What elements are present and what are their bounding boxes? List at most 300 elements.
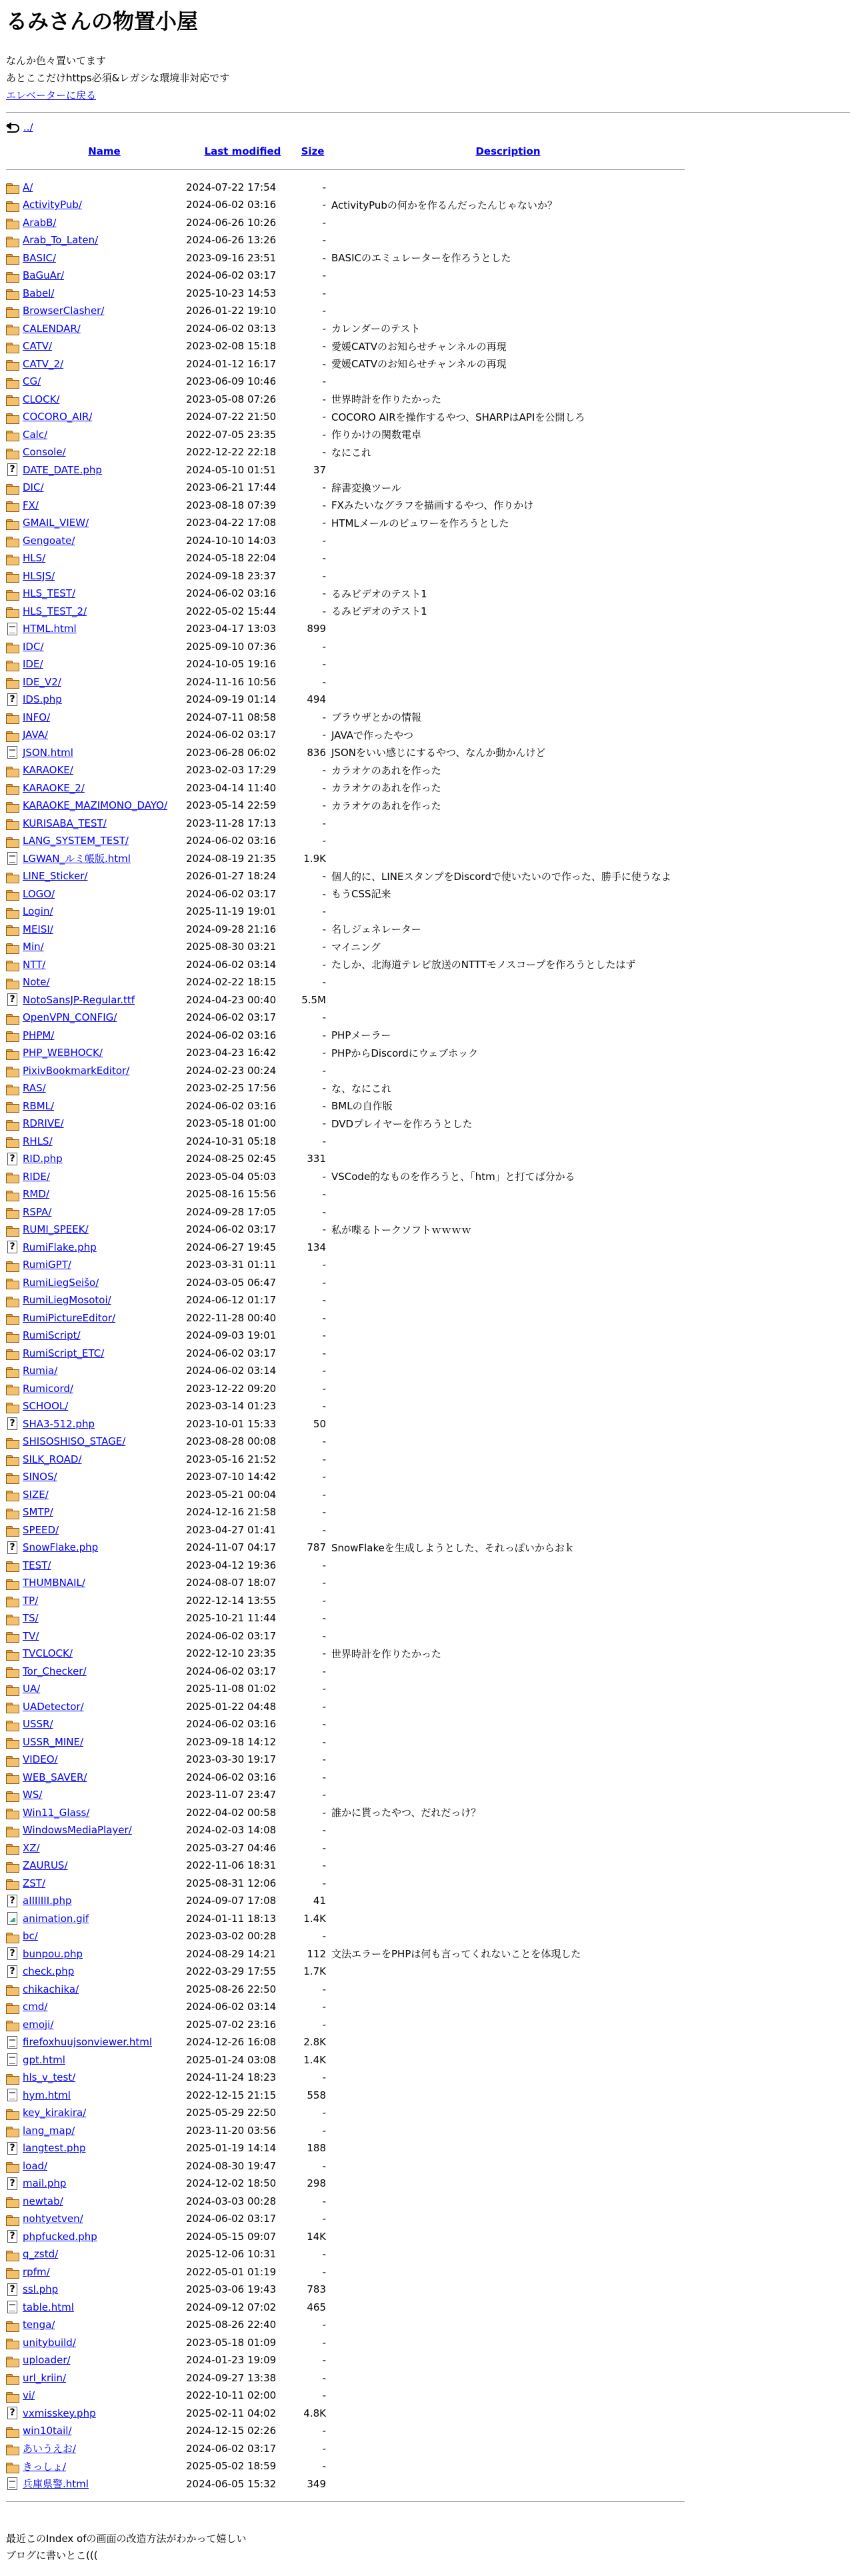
modified-date: 2024-08-30 19:47: [186, 2159, 277, 2172]
file-description: [329, 1503, 685, 1521]
file-description: [329, 1998, 685, 2016]
file-description: [329, 2369, 685, 2387]
folder-icon: [6, 2251, 19, 2261]
table-row: [6, 1309, 685, 1327]
file-link[interactable]: BrowserClasher/: [23, 305, 105, 317]
table-row: [6, 267, 685, 285]
file-link[interactable]: TS/: [23, 1612, 39, 1625]
text-document-icon: [7, 2301, 17, 2313]
folder-icon: [6, 343, 19, 353]
modified-date: 2023-02-08 15:18: [186, 340, 277, 353]
file-size: -: [322, 1718, 326, 1731]
file-link[interactable]: SnowFlake.php: [23, 1541, 99, 1554]
folder-icon: [6, 943, 19, 953]
table-row: [6, 832, 685, 850]
file-link[interactable]: THUMBNAIL/: [23, 1577, 85, 1589]
file-link[interactable]: MEISI/: [23, 923, 53, 935]
file-link[interactable]: RAS/: [23, 1082, 46, 1095]
file-link[interactable]: PHP_WEBHOCK/: [23, 1047, 103, 1059]
elevator-back-link[interactable]: エレベーターに戻る: [6, 89, 97, 101]
file-size: -: [322, 1488, 326, 1501]
table-row: [6, 2387, 685, 2405]
file-description: [329, 2440, 685, 2458]
file-link[interactable]: aIIIIIII.php: [23, 1895, 72, 1907]
file-description: [329, 1892, 685, 1910]
file-link[interactable]: RMD/: [23, 1188, 49, 1201]
file-link[interactable]: animation.gif: [23, 1912, 89, 1925]
sort-by-name-link[interactable]: Name: [88, 145, 121, 157]
folder-icon: [6, 537, 19, 547]
file-link[interactable]: Win11_Glass/: [23, 1806, 90, 1819]
folder-icon: [6, 908, 19, 918]
file-description: JSONをいい感じにするやつ、なんか動かんけど: [331, 747, 546, 759]
file-link[interactable]: NTT/: [23, 958, 46, 971]
file-link[interactable]: IDE/: [23, 658, 43, 671]
folder-icon: [6, 1756, 19, 1766]
file-link[interactable]: BaGuAr/: [23, 269, 65, 282]
file-description: [329, 1327, 685, 1345]
file-link[interactable]: RUMI_SPEEK/: [23, 1223, 89, 1236]
file-size: -: [322, 1612, 326, 1625]
file-link[interactable]: unitybuild/: [23, 2336, 76, 2349]
file-description: [329, 1875, 685, 1893]
table-row: [6, 1733, 685, 1751]
folder-icon: [6, 2427, 19, 2437]
file-description: BMLの自作版: [331, 1100, 393, 1113]
file-size: 899: [307, 623, 326, 635]
file-link[interactable]: key_kirakira/: [23, 2107, 87, 2119]
folder-icon: [6, 378, 19, 388]
file-link[interactable]: IDE_V2/: [23, 675, 61, 688]
file-link[interactable]: langtest.php: [23, 2142, 86, 2155]
file-link[interactable]: KARAOKE/: [23, 764, 73, 777]
file-link[interactable]: hym.html: [23, 2089, 71, 2101]
file-size: -: [322, 357, 326, 370]
file-size: -: [322, 1877, 326, 1889]
file-link[interactable]: check.php: [23, 1965, 75, 1978]
file-link[interactable]: uploader/: [23, 2354, 71, 2367]
file-description: [329, 1821, 685, 1839]
file-link[interactable]: UADetector/: [23, 1700, 84, 1713]
file-link[interactable]: SINOS/: [23, 1471, 57, 1483]
file-size: -: [322, 1205, 326, 1218]
file-link[interactable]: RDRIVE/: [23, 1117, 64, 1130]
file-size: -: [322, 1983, 326, 1995]
file-link[interactable]: url_kriin/: [23, 2371, 67, 2384]
table-row: [6, 1433, 685, 1451]
file-link[interactable]: VIDEO/: [23, 1753, 58, 1766]
folder-icon: [6, 1632, 19, 1642]
file-size: -: [322, 1824, 326, 1837]
file-link[interactable]: ArabB/: [23, 216, 57, 229]
table-row: [6, 1857, 685, 1875]
file-link[interactable]: LGWAN_ルミ帳版.html: [23, 853, 131, 865]
file-link[interactable]: win10tail/: [23, 2425, 72, 2437]
file-description: [329, 179, 685, 197]
file-size: -: [322, 1011, 326, 1024]
file-link[interactable]: INFO/: [23, 711, 51, 723]
file-size: -: [322, 446, 326, 459]
file-link[interactable]: RIDE/: [23, 1170, 50, 1183]
file-size: -: [322, 887, 326, 900]
file-link[interactable]: cmd/: [23, 2001, 48, 2013]
file-size: -: [322, 2265, 326, 2278]
modified-date: 2022-11-28 00:40: [186, 1311, 277, 1324]
file-link[interactable]: BASIC/: [23, 251, 57, 264]
parent-directory-row[interactable]: [6, 113, 850, 142]
file-link[interactable]: WindowsMediaPlayer/: [23, 1824, 132, 1837]
table-row: [6, 779, 685, 797]
unknown-file-icon: [7, 993, 17, 1006]
file-description: [329, 373, 685, 391]
file-link[interactable]: DIC/: [23, 481, 44, 494]
file-link[interactable]: Min/: [23, 941, 44, 953]
page: [0, 8, 856, 2564]
file-link[interactable]: きっしょ/: [23, 2460, 67, 2473]
file-size: -: [322, 340, 326, 353]
file-description: [329, 2033, 685, 2051]
file-size: -: [322, 1276, 326, 1289]
table-row: [6, 1839, 685, 1857]
modified-date: 2025-07-02 23:16: [186, 2018, 277, 2031]
folder-icon: [6, 802, 19, 812]
file-link[interactable]: LOGO/: [23, 887, 55, 900]
file-link[interactable]: COCORO_AIR/: [23, 411, 93, 423]
file-link[interactable]: ssl.php: [23, 2283, 59, 2296]
file-link[interactable]: table.html: [23, 2301, 74, 2313]
folder-icon: [6, 1491, 19, 1501]
modified-date: 2024-02-03 14:08: [186, 1824, 277, 1837]
file-link[interactable]: PHPM/: [23, 1029, 55, 1041]
file-list: [6, 179, 685, 2493]
file-link[interactable]: ZAURUS/: [23, 1859, 68, 1872]
modified-date: 2023-05-14 22:59: [186, 799, 277, 812]
file-link[interactable]: IDC/: [23, 640, 44, 653]
file-link[interactable]: HLS_TEST/: [23, 587, 76, 600]
file-description: [329, 1345, 685, 1363]
table-row: [6, 1451, 685, 1469]
modified-date: 2024-05-15 09:07: [186, 2230, 277, 2243]
footer: [6, 2531, 850, 2564]
file-link[interactable]: TV/: [23, 1629, 39, 1642]
folder-icon: [6, 360, 19, 370]
table-row: [6, 1327, 685, 1345]
sort-by-size-link[interactable]: Size: [301, 145, 325, 157]
modified-date: 2023-05-18 01:09: [186, 2336, 277, 2349]
file-link[interactable]: vxmisskey.php: [23, 2407, 96, 2419]
file-description: [329, 2475, 685, 2493]
file-description: [329, 2210, 685, 2228]
file-link[interactable]: vi/: [23, 2389, 35, 2402]
file-link[interactable]: GMAIL_VIEW/: [23, 517, 89, 529]
file-size: -: [322, 1806, 326, 1819]
file-size: -: [322, 1683, 326, 1695]
file-size: -: [322, 2213, 326, 2225]
file-size: -: [322, 393, 326, 405]
file-link[interactable]: RumiLiegSeišo/: [23, 1276, 99, 1289]
file-link[interactable]: TEST/: [23, 1559, 51, 1571]
file-link[interactable]: あいうえお/: [23, 2443, 77, 2455]
file-size: -: [322, 181, 326, 193]
file-size: -: [322, 729, 326, 741]
table-row: [6, 196, 685, 214]
file-description: [329, 1715, 685, 1733]
file-description: [329, 1698, 685, 1716]
file-link[interactable]: SCHOOL/: [23, 1400, 69, 1413]
file-link[interactable]: nohtyetven/: [23, 2213, 83, 2225]
file-link[interactable]: bunpou.php: [23, 1947, 83, 1960]
file-link[interactable]: phpfucked.php: [23, 2230, 97, 2243]
folder-icon: [6, 731, 19, 741]
table-row: [6, 249, 685, 267]
sort-by-modified-link[interactable]: Last modified: [204, 145, 281, 157]
file-size: 2.8K: [303, 2036, 326, 2049]
modified-date: 2023-04-23 16:42: [186, 1047, 277, 1059]
file-link[interactable]: LANG_SYSTEM_TEST/: [23, 835, 129, 847]
file-size: -: [322, 2425, 326, 2437]
file-link[interactable]: RumiScript/: [23, 1329, 81, 1342]
text-document-icon: [7, 746, 17, 759]
file-size: -: [322, 251, 326, 264]
file-link[interactable]: RHLS/: [23, 1135, 53, 1147]
file-link[interactable]: ZST/: [23, 1877, 46, 1889]
file-link[interactable]: Arab_To_Laten/: [23, 234, 99, 247]
file-size: -: [322, 2071, 326, 2084]
file-link[interactable]: rpfm/: [23, 2265, 50, 2278]
file-description: [329, 214, 685, 232]
file-link[interactable]: JAVA/: [23, 729, 49, 741]
modified-date: 2023-11-20 03:56: [186, 2124, 277, 2137]
file-size: -: [322, 534, 326, 547]
file-link[interactable]: CLOCK/: [23, 393, 60, 405]
file-size: -: [322, 1329, 326, 1342]
file-size: -: [322, 322, 326, 335]
file-link[interactable]: XZ/: [23, 1841, 40, 1854]
file-link[interactable]: IDS.php: [23, 693, 62, 706]
table-row: [6, 744, 685, 762]
unknown-file-icon: [7, 1241, 17, 1253]
table-row: [6, 1291, 685, 1309]
table-row: [6, 1521, 685, 1539]
folder-icon: [6, 1279, 19, 1289]
file-link[interactable]: bc/: [23, 1930, 38, 1943]
file-link[interactable]: Login/: [23, 905, 53, 918]
file-link[interactable]: PixivBookmarkEditor/: [23, 1064, 130, 1077]
modified-date: 2024-06-02 03:16: [186, 1029, 277, 1041]
modified-date: 2023-04-12 19:36: [186, 1559, 277, 1571]
file-link[interactable]: NotoSansJP-Regular.ttf: [23, 993, 135, 1006]
modified-date: 2024-11-16 10:56: [186, 675, 277, 688]
table-row: [6, 1380, 685, 1398]
file-size: -: [322, 958, 326, 971]
modified-date: 2025-01-24 03:08: [186, 2053, 277, 2066]
file-description: FXみたいなグラフを描画するやつ、作りかけ: [331, 499, 534, 512]
file-link[interactable]: hls_v_test/: [23, 2071, 76, 2084]
file-link[interactable]: LINE_Sticker/: [23, 870, 88, 883]
file-link[interactable]: WS/: [23, 1789, 43, 1801]
file-link[interactable]: CATV_2/: [23, 357, 64, 370]
file-description: 名しジェネレーター: [331, 923, 421, 936]
modified-date: 2023-03-30 19:17: [186, 1753, 277, 1766]
folder-icon: [6, 1403, 19, 1413]
modified-date: 2024-06-02 03:17: [186, 1347, 277, 1359]
file-link[interactable]: Babel/: [23, 287, 55, 299]
file-link[interactable]: SHISOSHISO_STAGE/: [23, 1435, 126, 1448]
folder-icon: [6, 183, 19, 193]
folder-icon: [6, 2445, 19, 2455]
folder-icon: [6, 1862, 19, 1872]
file-link[interactable]: tenga/: [23, 2319, 55, 2331]
file-link[interactable]: OpenVPN_CONFIG/: [23, 1011, 117, 1024]
file-link[interactable]: KARAOKE_2/: [23, 781, 85, 794]
file-link[interactable]: 兵庫県警.html: [23, 2478, 89, 2491]
file-link[interactable]: USSR/: [23, 1718, 53, 1731]
file-link[interactable]: HLS/: [23, 552, 46, 565]
file-link[interactable]: KURISABA_TEST/: [23, 817, 107, 829]
modified-date: 2024-08-25 02:45: [186, 1153, 277, 1165]
modified-date: 2024-06-02 03:17: [186, 2442, 277, 2455]
unknown-file-icon: [7, 1895, 17, 1907]
file-size: -: [322, 1471, 326, 1483]
table-row: [6, 1203, 685, 1221]
file-link[interactable]: RumiFlake.php: [23, 1241, 97, 1253]
folder-icon: [6, 979, 19, 989]
file-link[interactable]: TVCLOCK/: [23, 1647, 73, 1660]
file-link[interactable]: CG/: [23, 375, 41, 388]
file-link[interactable]: RumiScript_ETC/: [23, 1347, 105, 1359]
file-link[interactable]: HLS_TEST_2/: [23, 605, 87, 617]
file-link[interactable]: UA/: [23, 1683, 41, 1695]
modified-date: 2024-06-02 03:16: [186, 1099, 277, 1112]
file-link[interactable]: SILK_ROAD/: [23, 1453, 82, 1465]
file-link[interactable]: A/: [23, 181, 33, 193]
folder-icon: [6, 1473, 19, 1483]
file-link[interactable]: USSR_MINE/: [23, 1735, 84, 1748]
file-link[interactable]: KARAOKE_MAZIMONO_DAYO/: [23, 799, 168, 812]
file-link[interactable]: RSPA/: [23, 1205, 52, 1218]
file-link[interactable]: chikachika/: [23, 1983, 79, 1995]
folder-icon: [6, 1314, 19, 1324]
modified-date: 2024-06-02 03:17: [186, 1223, 277, 1236]
file-description: [329, 1362, 685, 1380]
file-link[interactable]: RumiLiegMosotoi/: [23, 1294, 111, 1307]
file-link[interactable]: TP/: [23, 1594, 39, 1607]
file-link[interactable]: Rumicord/: [23, 1382, 73, 1395]
table-row: [6, 2051, 685, 2069]
unknown-file-icon: [7, 2407, 17, 2419]
modified-date: 2025-05-02 18:59: [186, 2460, 277, 2473]
file-link[interactable]: HLSJS/: [23, 569, 55, 582]
modified-date: 2024-09-18 23:37: [186, 569, 277, 582]
modified-date: 2022-05-01 01:19: [186, 2265, 277, 2278]
folder-icon: [6, 1102, 19, 1112]
sort-by-description-link[interactable]: Description: [475, 145, 541, 157]
file-link[interactable]: SMTP/: [23, 1506, 53, 1519]
file-size: -: [322, 1082, 326, 1095]
modified-date: 2024-06-27 19:45: [186, 1241, 277, 1253]
file-link[interactable]: Rumia/: [23, 1365, 58, 1377]
file-link[interactable]: firefoxhuujsonviewer.html: [23, 2036, 153, 2049]
modified-date: 2022-12-10 23:35: [186, 1647, 277, 1660]
file-link[interactable]: load/: [23, 2159, 48, 2172]
file-link[interactable]: Note/: [23, 976, 50, 989]
file-listing-table: [6, 142, 685, 2511]
file-link[interactable]: CATV/: [23, 340, 53, 353]
modified-date: 2024-06-02 03:17: [186, 887, 277, 900]
file-link[interactable]: JSON.html: [23, 746, 73, 759]
folder-icon: [6, 1827, 19, 1837]
file-link[interactable]: lang_map/: [23, 2124, 75, 2137]
modified-date: 2024-06-05 15:32: [186, 2477, 277, 2490]
file-size: 37: [313, 463, 326, 476]
file-link[interactable]: Console/: [23, 446, 66, 459]
text-document-icon: [7, 2053, 17, 2066]
table-row: [6, 1698, 685, 1716]
file-link[interactable]: SIZE/: [23, 1488, 49, 1501]
file-link[interactable]: Tor_Checker/: [23, 1665, 87, 1677]
parent-directory-link[interactable]: ../: [23, 121, 33, 133]
modified-date: 2024-06-02 03:17: [186, 1011, 277, 1024]
file-link[interactable]: newtab/: [23, 2195, 63, 2207]
file-link[interactable]: RumiGPT/: [23, 1259, 71, 1271]
table-row: [6, 567, 685, 585]
file-size: -: [322, 817, 326, 829]
folder-icon: [6, 1791, 19, 1801]
folder-icon: [6, 873, 19, 883]
file-link[interactable]: RID.php: [23, 1153, 63, 1165]
file-description: PHPからDiscordにウェブホック: [331, 1047, 479, 1059]
file-link[interactable]: mail.php: [23, 2177, 67, 2190]
file-link[interactable]: DATE_DATE.php: [23, 463, 102, 476]
table-row: [6, 2351, 685, 2369]
image-file-icon: [7, 1912, 17, 1925]
file-link[interactable]: SHA3-512.php: [23, 1417, 95, 1430]
file-link[interactable]: WEB_SAVER/: [23, 1771, 87, 1783]
unknown-file-icon: [7, 1965, 17, 1978]
table-row: [6, 1221, 685, 1239]
file-size: -: [322, 835, 326, 847]
file-link[interactable]: ActivityPub/: [23, 199, 82, 211]
folder-icon: [6, 2127, 19, 2137]
file-link[interactable]: FX/: [23, 499, 39, 511]
file-link[interactable]: Calc/: [23, 428, 48, 441]
file-link[interactable]: CALENDAR/: [23, 322, 81, 335]
file-size: 112: [307, 1947, 326, 1960]
table-row: [6, 1133, 685, 1151]
modified-date: 2023-06-09 10:46: [186, 375, 277, 388]
file-link[interactable]: Gengoate/: [23, 534, 75, 547]
file-size: -: [322, 552, 326, 565]
file-link[interactable]: RBML/: [23, 1099, 55, 1112]
file-link[interactable]: HTML.html: [23, 623, 77, 635]
file-description: PHPメーラー: [331, 1029, 391, 1042]
file-description: [329, 2122, 685, 2140]
file-link[interactable]: q_zstd/: [23, 2248, 59, 2261]
modified-date: 2025-08-16 15:56: [186, 1188, 277, 1201]
folder-icon: [6, 2197, 19, 2207]
modified-date: 2022-07-05 23:35: [186, 428, 277, 441]
folder-icon: [6, 2109, 19, 2119]
file-size: -: [322, 1223, 326, 1236]
modified-date: 2024-01-12 16:17: [186, 357, 277, 370]
file-description: [329, 231, 685, 249]
file-link[interactable]: SPEED/: [23, 1523, 59, 1536]
file-link[interactable]: gpt.html: [23, 2053, 65, 2066]
file-link[interactable]: emoji/: [23, 2018, 54, 2031]
file-description: [329, 2069, 685, 2087]
file-link[interactable]: RumiPictureEditor/: [23, 1311, 116, 1324]
file-description: 世界時計を作りたかった: [331, 393, 442, 406]
